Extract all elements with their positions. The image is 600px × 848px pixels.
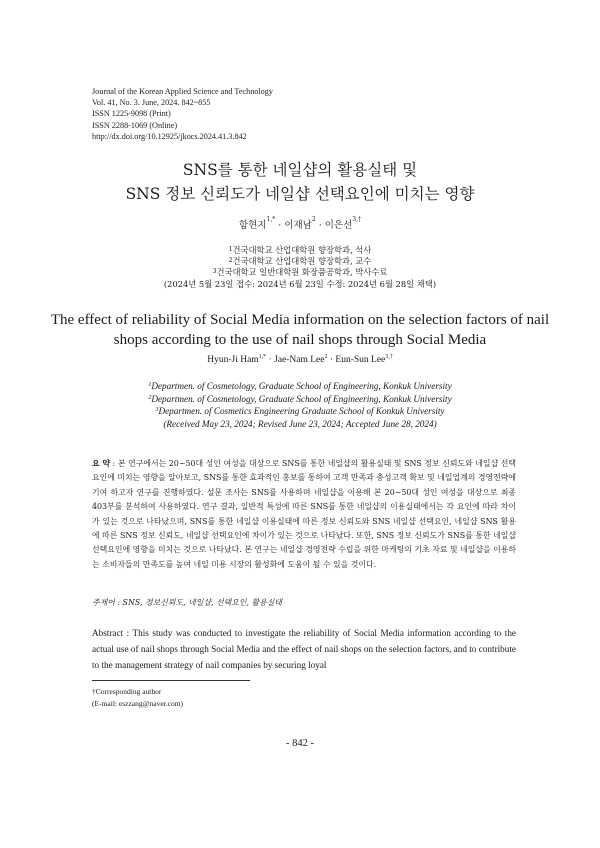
abstract-english <box>92 625 516 673</box>
doi-link[interactable]: http://dx.doi.org/10.12925/jkocs.2024.41.3.842 <box>92 131 247 141</box>
title-korean <box>0 158 600 206</box>
affiliations-korean <box>0 245 600 290</box>
issn-print: ISSN 1225-9098 (Print) <box>92 109 171 119</box>
author-2-sup: 2 <box>311 216 316 223</box>
author-sep: · <box>266 355 275 365</box>
author-sep: · <box>275 220 285 231</box>
author-2: 이재남 <box>284 220 312 231</box>
keywords-korean: 주제어 : SNS, 정보신뢰도, 네일샵, 선택요인, 활용실태 <box>92 598 283 607</box>
abstract-korean-text: : 본 연구에서는 20~50대 성인 여성을 대상으로 SNS를 통한 네일샵의 활용실태 및 SNS 정보 신뢰도와 네일샵 선택요인에 미치는 영향을 알아보고, SNS를 통한 효과적인 홍보를 통하여 고객 만족과 충성고객 확보 및 네일업계의 경영전략에 기여 하고자 연구를 진행하였다. 설문 조사는 SNS를 사용하며 네일샵을 이용해 본 20~50대 성인 여성을 대상으로 최종 403부를 분석하여 사용하였다. 연구 결과, 일반적 특성에 따른 SNS를 통한 네일샵의 이용실태에서는 각 요인에 따라 차이가 있는 것으로 나타났으며, SNS를 통한 네일샵 이용실태에 따른 정보 신뢰도와 SNS 네일샵 선택요인, 네일샵 SNS 활용에 따른 SNS 정보 신뢰도, 네일샵 선택요인에 차이가 있는 것으로 나타났다. 또한, SNS 정보 신뢰도가 SNS를 통한 네일샵 선택요인에 영향을 미치는 것으로 나타났다. 본 연구는 네일샵 경영전략 수립을 위한 마케팅의 기초 자료 및 네일샵을 이용하는 소비자들의 만족도를 높여 네일 미용 시장의 활성화에 도움이 될 수 있을 것이다. <box>92 459 516 569</box>
dates-korean: (2024년 5월 23일 접수: 2024년 6월 23일 수정: 2024년 6월 28일 채택) <box>163 278 437 289</box>
title-korean-line2: SNS 정보 신뢰도가 네일샵 선택요인에 미치는 영향 <box>125 185 475 203</box>
abstract-korean-label: 요 약 <box>92 459 111 468</box>
author-3: 이은선 <box>324 220 353 231</box>
author-3-sup: 3,† <box>352 216 361 223</box>
journal-name: Journal of the Korean Applied Science and Technology <box>92 87 273 96</box>
affiliations-english <box>0 380 600 430</box>
dates-english: (Received May 23, 2024; Revised June 23, 2024; Accepted June 28, 2024) <box>163 418 437 429</box>
corresponding-author: †Corresponding author <box>92 687 162 696</box>
author-2-sup: 2 <box>324 354 328 360</box>
affiliation-1: $^1$건국대학교 산업대학원 향장학과, 석사 <box>228 245 372 255</box>
author-sep: · <box>315 220 325 231</box>
authors-english <box>0 355 600 365</box>
issn-online: ISSN 2288-1069 (Online) <box>92 120 178 130</box>
affiliation-3: $^3$건국대학교 일반대학원 화장품공학과, 박사수료 <box>212 267 388 278</box>
affiliation-1: $^1$Departmen. of Cosmetology, Graduate School of Engineering, Konkuk University <box>148 381 452 391</box>
footnote <box>92 686 183 709</box>
title-korean-line1: SNS를 통한 네일샵의 활용실태 및 <box>182 161 418 179</box>
author-3-sup: 3,† <box>385 354 393 360</box>
author-1: 함현지 <box>238 220 267 231</box>
authors-korean <box>0 217 600 231</box>
corresponding-email: (E-mail: eszzang@naver.com) <box>92 698 184 708</box>
abstract-english-label: Abstract <box>92 628 124 638</box>
abstract-english-text: : This study was conducted to investigate the reliability of Social Media information according to the actual use of nail shops through Social Media and the effect of nail shops on the selection factors, and to contribute to the management strategy of nail companies by securing loyal <box>92 628 516 670</box>
author-2: Jae-Nam Lee <box>274 355 325 365</box>
author-1-sup: 1,* <box>258 354 267 360</box>
author-sep: · <box>327 355 336 365</box>
journal-volume: Vol. 41, No. 3. June, 2024. 842~855 <box>92 98 211 108</box>
affiliation-2: $^2$Departmen. of Cosmetology, Graduate School of Engineering, Konkuk University <box>148 393 452 404</box>
title-english: The effect of reliability of Social Media information on the selection factors of nail shops according to the use of nail shops through Social Media <box>50 312 550 348</box>
footnote-divider <box>92 680 250 681</box>
author-1-sup: 1,* <box>266 216 276 223</box>
abstract-korean <box>92 457 516 572</box>
journal-header <box>92 86 273 142</box>
affiliation-3: $^3$Departmen. of Cosmetics Engineering Graduate School of Konkuk University <box>155 406 445 416</box>
author-3: Eun-Sun Lee <box>335 355 386 365</box>
author-1: Hyun-Ji Ham <box>207 355 259 365</box>
affiliation-2: $^2$건국대학교 산업대학원 향장학과, 교수 <box>228 256 372 267</box>
page-number: - 842 - <box>286 738 314 749</box>
